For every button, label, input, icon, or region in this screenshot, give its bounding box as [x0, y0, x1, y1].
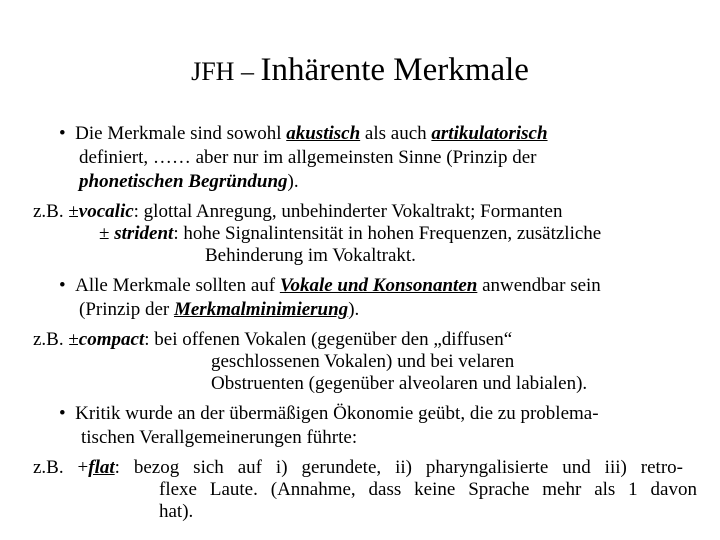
bullet-icon: • — [59, 275, 66, 296]
bullet-icon: • — [59, 123, 66, 144]
bullet-icon: • — [59, 403, 66, 424]
emphasis: akustisch — [286, 123, 361, 144]
text: (Prinzip der — [79, 299, 174, 320]
example-flat-line-1 — [33, 457, 683, 479]
text: z.B. ± — [33, 329, 79, 350]
text: : bei offenen Vokalen (gegenüber den „diffusen“ — [144, 329, 513, 350]
text: als auch — [360, 123, 432, 144]
example-compact-line-1 — [33, 329, 512, 351]
bullet-3-line-1 — [59, 403, 599, 425]
text: Die Merkmale sind sowohl — [75, 123, 287, 144]
text: ). — [348, 299, 360, 320]
example-flat-line-3 — [159, 501, 193, 523]
text: : hohe Signalintensität in hohen Frequenzen, zusätzliche — [173, 223, 602, 244]
example-vocalic-line-1 — [33, 201, 562, 223]
text: hat). — [159, 501, 194, 522]
bullet-2-line-2 — [79, 299, 359, 321]
text: z.B. + — [33, 457, 89, 478]
text: tischen Verallgemeinerungen führte: — [81, 427, 358, 448]
example-compact-line-2 — [211, 351, 514, 373]
text: definiert, …… aber nur im allgemeinsten Sinne (Prinzip der — [79, 147, 537, 168]
example-flat-line-2 — [159, 479, 697, 501]
slide-title — [0, 50, 720, 92]
text: Alle Merkmale sollten auf — [75, 275, 280, 296]
text: z.B. ± — [33, 201, 79, 222]
emphasis: Merkmalminimierung — [173, 299, 349, 320]
bullet-1-line-3 — [79, 171, 299, 193]
bullet-3-line-2 — [81, 427, 357, 449]
feature-name: compact — [78, 329, 145, 350]
example-strident-line-1 — [99, 223, 601, 245]
text: Obstruenten (gegenüber alveolaren und labialen). — [211, 373, 588, 394]
text: anwendbar sein — [477, 275, 601, 296]
bullet-2-line-1 — [59, 275, 601, 297]
text: : bezog sich auf i) gerundete, ii) pharyngalisierte und iii) retro- — [114, 457, 683, 478]
text: Behinderung im Vokaltrakt. — [205, 245, 416, 266]
text: ). — [287, 171, 299, 192]
bullet-1-line-2 — [79, 147, 536, 169]
text: geschlossenen Vokalen) und bei velaren — [211, 351, 515, 372]
feature-name: vocalic — [78, 201, 134, 222]
emphasis: Vokale und Konsonanten — [279, 275, 478, 296]
emphasis: phonetischen Begründung — [79, 171, 288, 192]
feature-name: strident — [114, 223, 174, 244]
text: ± — [99, 223, 115, 244]
text: : glottal Anregung, unbehinderter Vokaltrakt; Formanten — [133, 201, 563, 222]
emphasis: artikulatorisch — [431, 123, 548, 144]
text: Kritik wurde an der übermäßigen Ökonomie geübt, die zu problema- — [75, 403, 599, 424]
example-compact-line-3 — [211, 373, 587, 395]
feature-name: flat — [88, 457, 115, 478]
title-main: Inhärente Merkmale — [260, 52, 529, 88]
text: flexe Laute. (Annahme, dass keine Sprache mehr als 1 davon — [159, 479, 697, 500]
title-prefix: JFH – — [191, 57, 261, 86]
example-strident-line-2 — [205, 245, 416, 267]
bullet-1-line-1 — [59, 123, 548, 145]
